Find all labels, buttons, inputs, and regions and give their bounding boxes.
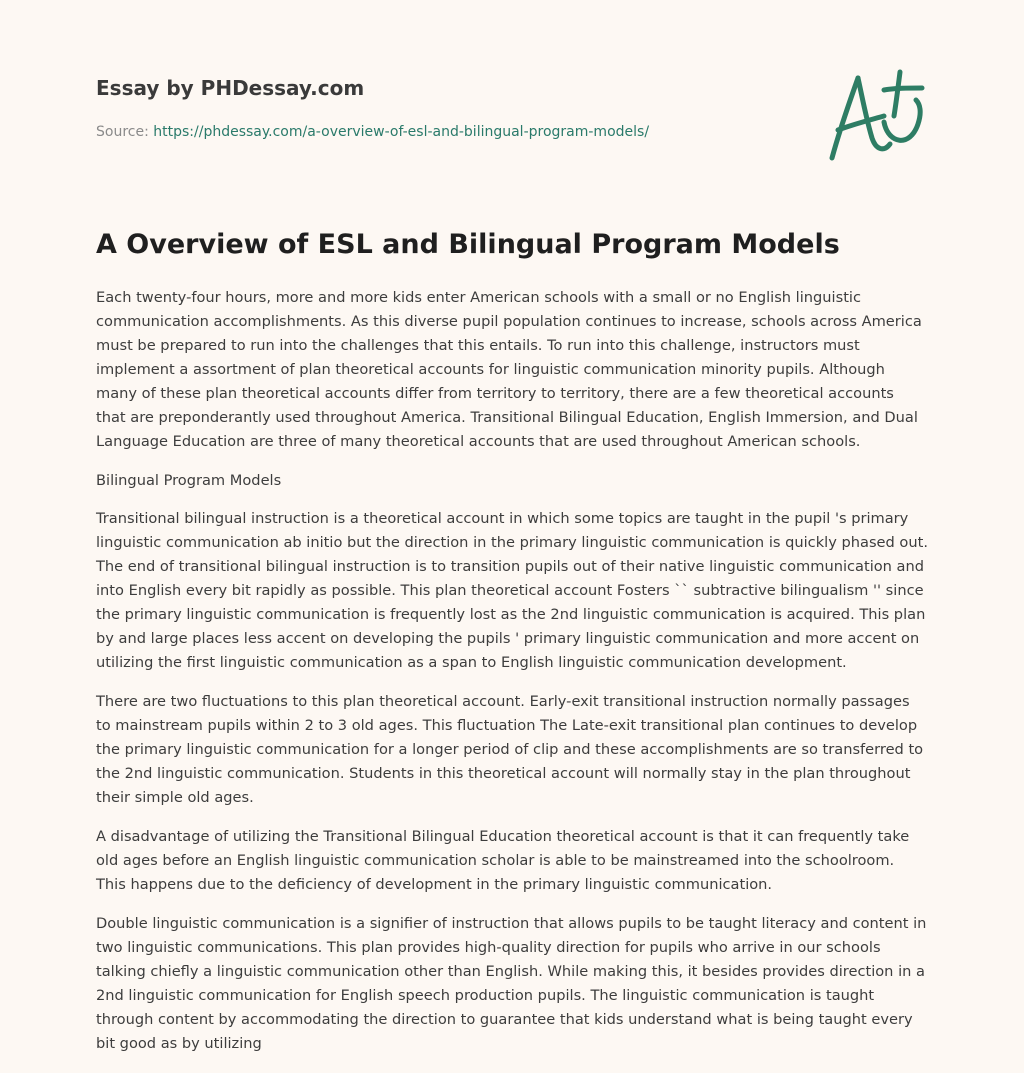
essay-title: A Overview of ESL and Bilingual Program Models [96, 229, 840, 260]
source-line [96, 124, 649, 140]
source-label: Source: [96, 124, 149, 140]
section-subheading: Bilingual Program Models [96, 472, 282, 489]
a-plus-grade-logo-icon [818, 66, 928, 166]
paragraph: Double linguistic communication is a signifier of instruction that allows pupils to be taught literacy and content in two linguistic communications. This plan provides high-quality direction for pupils who arrive in our schools talking chiefly a linguistic communication other than English. While making this, it besides provides direction in a 2nd linguistic communication for English speech production pupils. The linguistic communication is taught through content by accommodating the direction to guarantee that kids understand what is being taught every bit good as by utilizing [96, 915, 927, 1052]
source-link[interactable]: https://phdessay.com/a-overview-of-esl-and-bilingual-program-models/ [153, 124, 650, 140]
paragraph: Transitional bilingual instruction is a theoretical account in which some topics are taught in the pupil 's primary linguistic communication ab initio but the direction in the primary linguistic communication is quickly phased out. The end of transitional bilingual instruction is to transition pupils out of their native linguistic communication and into English every bit rapidly as possible. This plan theoretical account Fosters `` subtractive bilingualism '' since the primary linguistic communication is frequently lost as the 2nd linguistic communication is acquired. This plan by and large places less accent on developing the pupils ' primary linguistic communication and more accent on utilizing the first linguistic communication as a span to English linguistic communication development. [96, 510, 928, 671]
paragraph: A disadvantage of utilizing the Transitional Bilingual Education theoretical account is that it can frequently take old ages before an English linguistic communication scholar is able to be mainstreamed into the schoolroom. This happens due to the deficiency of development in the primary linguistic communication. [96, 828, 910, 893]
site-title: Essay by PHDessay.com [96, 76, 365, 100]
essay-body [96, 286, 928, 1071]
paragraph: Each twenty-four hours, more and more kids enter American schools with a small or no English linguistic communication accomplishments. As this diverse pupil population continues to increase, schools across America must be prepared to run into the challenges that this entails. To run into this challenge, instructors must implement a assortment of plan theoretical accounts for linguistic communication minority pupils. Although many of these plan theoretical accounts differ from territory to territory, there are a few theoretical accounts that are preponderantly used throughout America. Transitional Bilingual Education, English Immersion, and Dual Language Education are three of many theoretical accounts that are used throughout American schools. [96, 289, 922, 450]
paragraph: There are two fluctuations to this plan theoretical account. Early-exit transitional instruction normally passages to mainstream pupils within 2 to 3 old ages. This fluctuation The Late-exit transitional plan continues to develop the primary linguistic communication for a longer period of clip and these accomplishments are so transferred to the 2nd linguistic communication. Students in this theoretical account will normally stay in the plan throughout their simple old ages. [96, 693, 924, 806]
